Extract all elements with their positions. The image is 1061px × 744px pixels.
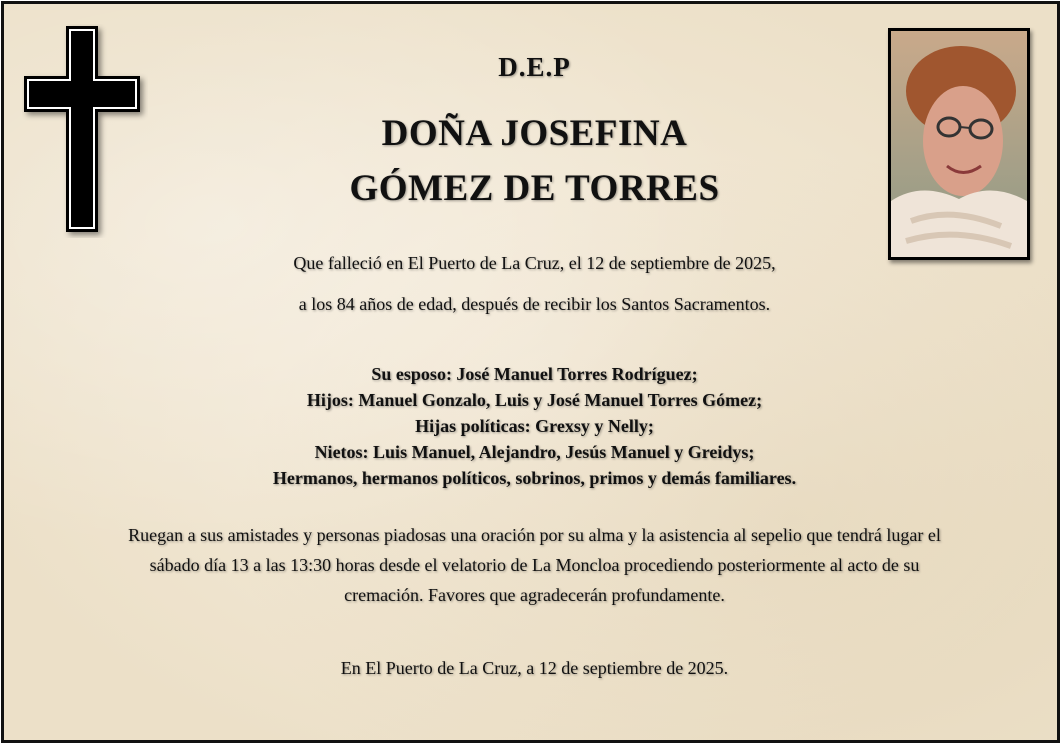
family-list: [4, 361, 1060, 491]
closing-line: En El Puerto de La Cruz, a 12 de septiembre de 2025.: [340, 658, 729, 678]
rogative-line: Ruegan a sus amistades y personas piadosas una oración por su alma y la asistencia al sepelio que tendrá lugar el: [128, 525, 941, 545]
dep-heading: D.E.P: [498, 52, 571, 82]
family-in-laws: Hijas políticas: Grexsy y Nelly;: [415, 416, 654, 436]
rogative-paragraph: [34, 520, 1035, 610]
deceased-name-line2: GÓMEZ DE TORRES: [349, 168, 720, 209]
rogative-line: cremación. Favores que agradecerán profundamente.: [344, 585, 725, 605]
announcement-line2: a los 84 años de edad, después de recibir los Santos Sacramentos.: [298, 294, 771, 314]
family-spouse: Su esposo: José Manuel Torres Rodríguez;: [371, 364, 698, 384]
obituary-card: [1, 1, 1060, 743]
family-children: Hijos: Manuel Gonzalo, Luis y José Manuel Torres Gómez;: [306, 390, 763, 410]
family-grandchildren: Nietos: Luis Manuel, Alejandro, Jesús Manuel y Greidys;: [314, 442, 755, 462]
announcement-line1: Que falleció en El Puerto de La Cruz, el 12 de septiembre de 2025,: [293, 253, 776, 273]
family-relatives: Hermanos, hermanos políticos, sobrinos, primos y demás familiares.: [272, 468, 797, 488]
deceased-name-line1: DOÑA JOSEFINA: [381, 113, 688, 154]
rogative-line: sábado día 13 a las 13:30 horas desde el velatorio de La Moncloa procediendo posteriormente al acto de su: [149, 555, 920, 575]
